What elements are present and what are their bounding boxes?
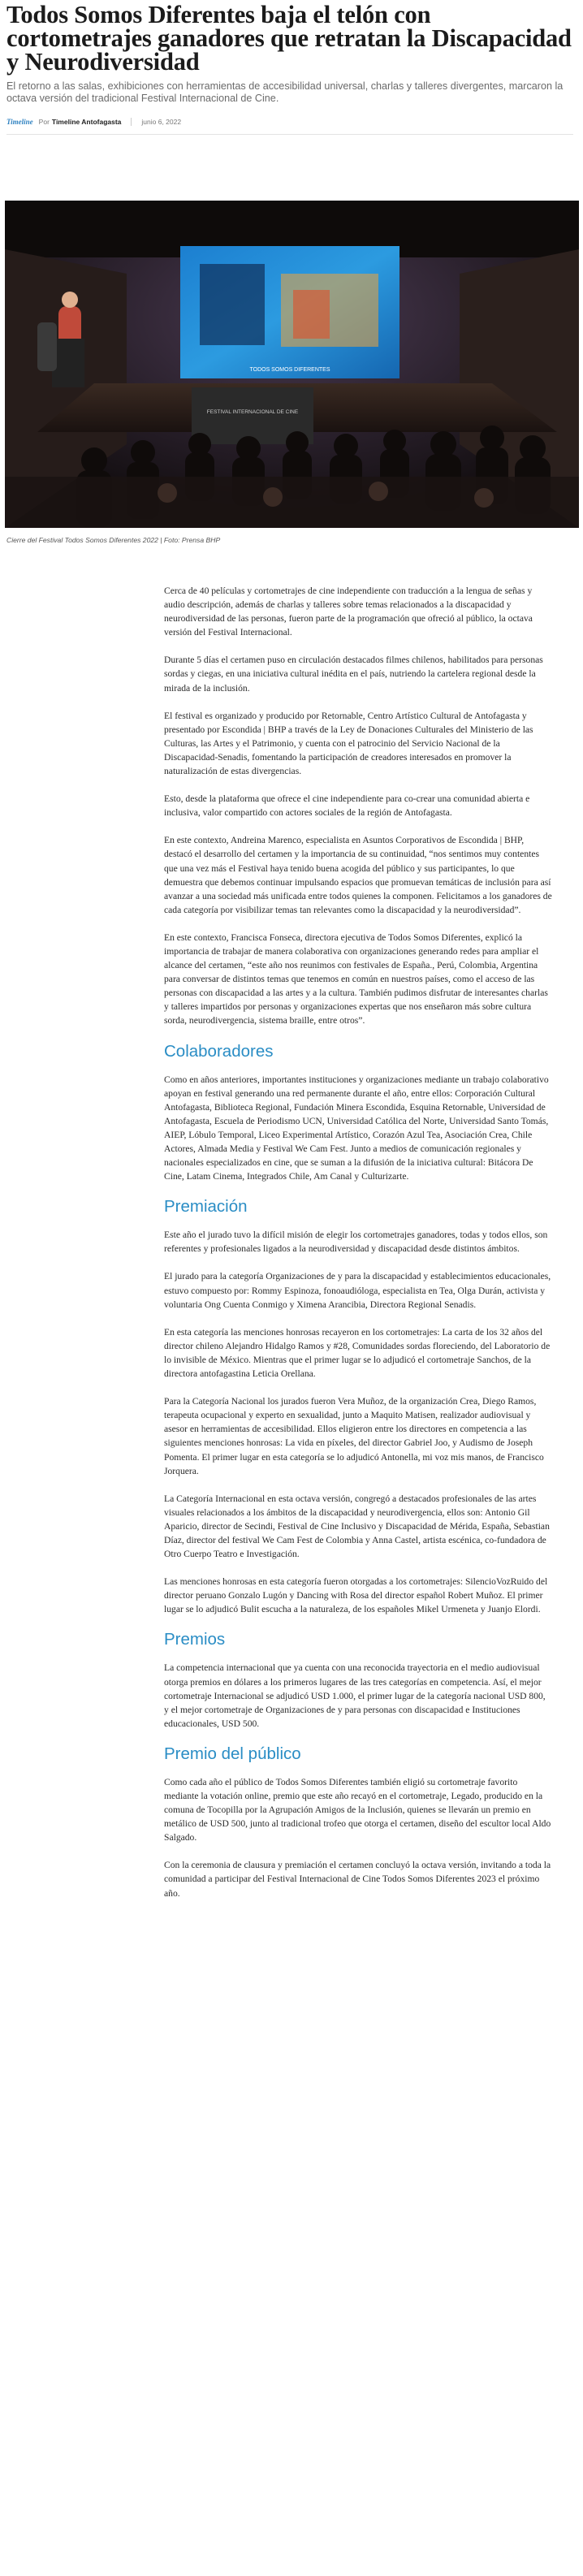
- author-link[interactable]: Timeline Antofagasta: [51, 118, 122, 126]
- section-heading-premios: Premios: [164, 1630, 226, 1649]
- article-title: Todos Somos Diferentes baja el telón con cortometrajes ganadores que retratan la Discapacidad y Neurodiversidad: [6, 1, 572, 76]
- paragraph: La competencia internacional que ya cuenta con una reconocida trayectoria en el medio audiovisual otorga premios en dólares a los primeros lugares de las tres categorías en competencia. Así, el mejor cortometraje Internacional se adjudicó USD 1.000, el primer lugar de la categoría nacional USD 800, y el mejor cortometraje de Organizaciones de y para personas con discapacidad e Instituciones educacionales, USD 500.: [164, 1662, 546, 1729]
- byline-prefix: Por: [38, 118, 50, 126]
- article-header: [0, 0, 583, 135]
- paragraph: Cerca de 40 películas y cortometrajes de cine independiente con traducción a la lengua de señas y audio descripción, además de charlas y talleres sobre temas relacionados a la discapacidad y neurodiversidad de las personas, fueron parte de la programación que ofreció al público, la octava versión del Festival Internacional.: [164, 586, 533, 638]
- screen-text: TODOS SOMOS DIFERENTES: [249, 367, 330, 373]
- meta-divider: [131, 118, 132, 126]
- featured-photo: [5, 201, 579, 528]
- paragraph: Como en años anteriores, importantes instituciones y organizaciones mediante un trabajo colaborativo apoyan en festival generando una red permanente durante el año, entre ellos: Corporación Cultural Antofagasta, Biblioteca Regional, Fundación Minera Escondida, Esquina Retornable, Universidad de Antofagasta, Escuela de Periodismo UCN, Universidad Católica del Norte, Universidad Santo Tomás, AIEP, Lóbulo Temporal, Liceo Experimental Artístico, Corazón Azul Tea, Asociación Crea, Chile Actores, Almada Media y Festival We Cam Fest. Junto a medios de comunicación regionales y nacionales especializados en cine, que se suman a la difusión de la iniciativa cultural: Bitácora De Cine, Latam Cinema, Integrados Chile, Am Canal y Culturizarte.: [164, 1074, 549, 1182]
- paragraph: Este año el jurado tuvo la difícil misión de elegir los cortometrajes ganadores, todas y todos ellos, son referentes y profesionales ligados a la neurodiversidad y discapacidad desde distintos ámbitos.: [164, 1230, 548, 1255]
- section-heading-premiacion: Premiación: [164, 1197, 248, 1217]
- paragraph: Las menciones honrosas en esta categoría fueron otorgadas a los cortometrajes: SilencioVozRuido del director peruano Gonzalo Lugón y Dancing with Rosa del director español Robert Muñoz. El primer lugar se lo adjudicó Bulit escucha a la naturaleza, de los españoles Mikel Urmeneta y Juanjo Elordi.: [164, 1576, 548, 1615]
- paragraph: Durante 5 días el certamen puso en circulación destacados filmes chilenos, habilitados para personas sordas y ciegas, en una iniciativa cultural inédita en el país, nutriendo la cartelera regional desde la mirada de la inclusión.: [164, 655, 543, 694]
- site-logo[interactable]: Timeline: [6, 118, 33, 126]
- section-heading-premio-publico: Premio del público: [164, 1744, 301, 1763]
- publish-date: junio 6, 2022: [141, 118, 182, 126]
- paragraph: Como cada año el público de Todos Somos Diferentes también eligió su cortometraje favorito mediante la votación online, premio que este año recayó en el cortometraje, Legado, producido en la comuna de Tocopilla por la Agrupación Amigos de la Inclusión, quienes se llevarán un premio en metálico de USD 500, junto al tradicional trofeo que otorga el certamen, diseño del escultor local Aldo Salgado.: [164, 1776, 551, 1843]
- paragraph: En este contexto, Andreina Marenco, especialista en Asuntos Corporativos de Escondida | BHP, destacó el desarrollo del certamen y la importancia de su continuidad, “nos sentimos muy contentes que una vez más el Festival haya tenido buena acogida del público y sus participantes, lo que demuestra que debemos continuar impulsando espacios que promuevan temáticas de inclusión para así avanzar a una sociedad más unificada entre todos quienes la componen. Felicitamos a los ganadores de cada categoría por visibilizar temas tan relevantes como la discapacidad y la neurodiversidad”.: [164, 835, 552, 915]
- photo-caption: Cierre del Festival Todos Somos Diferentes 2022 | Foto: Prensa BHP: [6, 536, 221, 544]
- paragraph: Esto, desde la plataforma que ofrece el cine independiente para co-crear una comunidad abierta e inclusiva, valor compartido con actores sociales de la región de Antofagasta.: [164, 793, 530, 819]
- section-heading-colaboradores: Colaboradores: [164, 1041, 274, 1061]
- paragraph: Para la Categoría Nacional los jurados fueron Vera Muñoz, de la organización Crea, Diego Ramos, terapeuta ocupacional y experto en sexualidad, junto a Maquito Matisen, realizador audiovisual y asesor en herramientas de accesibilidad. Ellos eligieron entre los directores en competencia a las siguientes menciones honrosas: La vida en píxeles, del director Gabriel Joo, y Audismo de Joseph Pomenta. El primer lugar en esta categoría se lo adjudicó Antonella, mi voz mis manos, de Francisco Jorquera.: [164, 1396, 544, 1476]
- header-divider: [6, 134, 573, 135]
- article-body: [164, 584, 552, 1914]
- article-subtitle: El retorno a las salas, exhibiciones con herramientas de accesibilidad universal, charlas y talleres divergentes, marcaron la octava versión del tradicional Festival Internacional de Cine.: [6, 80, 564, 104]
- paragraph: El festival es organizado y producido por Retornable, Centro Artístico Cultural de Antofagasta y presentado por Escondida | BHP a través de la Ley de Donaciones Culturales del Ministerio de las Culturas, las Artes y el Patrimonio, y cuenta con el patrocinio del Servicio Nacional de la Discapacidad-Senadis, fomentando la participación de creadores interesados en promover la naturalización de estas divergencias.: [164, 710, 533, 777]
- paragraph: El jurado para la categoría Organizaciones de y para la discapacidad y establecimientos educacionales, estuvo compuesto por: Rommy Espinoza, fonoaudióloga, especialista en Tea, Olga Durán, activista y voluntaria Ong Cuenta Conmigo y Ximena Arancibia, Directora Regional Senadis.: [164, 1271, 551, 1310]
- paragraph: Con la ceremonia de clausura y premiación el certamen concluyó la octava versión, invitando a toda la comunidad a participar del Festival Internacional de Cine Todos Somos Diferentes 2023 el próximo año.: [164, 1860, 551, 1899]
- paragraph: En este contexto, Francisca Fonseca, directora ejecutiva de Todos Somos Diferentes, explicó la importancia de trabajar de manera colaborativa con organizaciones generando redes para ampliar el alcance del certamen, “este año nos reunimos con festivales de España., Perú, Colombia, Argentina para conversar de distintos temas que tenemos en común en nuestros países, como el acceso de las personas con discapacidad a las artes y a la cultura. También pudimos disfrutar de interesantes charlas y talleres impartidos por personas y organizaciones expertas que nos enseñaron más sobre cultura sorda, neurodivergencia, sistema braille, entre otros”.: [164, 931, 548, 1027]
- paragraph: En esta categoría las menciones honrosas recayeron en los cortometrajes: La carta de los 32 años del director chileno Alejandro Hidalgo Ramos y #28, Comunidades sordas floreciendo, del Laboratorio de lo invisible de México. Mientras que el primer lugar se lo adjudicó el cortometraje Sanchos, de la directora antofagastina Leticia Orellana.: [164, 1326, 551, 1380]
- banner-text: FESTIVAL INTERNACIONAL DE CINE: [206, 409, 299, 415]
- article-meta: [6, 116, 573, 128]
- paragraph: La Categoría Internacional en esta octava versión, congregó a destacados profesionales de las artes visuales relacionados a los ámbitos de la discapacidad y neurodivergencia, ellos son: Antonio Gil Aparicio, director de Secindi, Festival de Cine Inclusivo y Discapacidad de Mérida, España, Sebastian Díaz, director del festival We Cam Fest de Colombia y Anna Castel, artista escénica, co-fundadora de Otro Cuerpo Teatro e Investigación.: [164, 1493, 550, 1560]
